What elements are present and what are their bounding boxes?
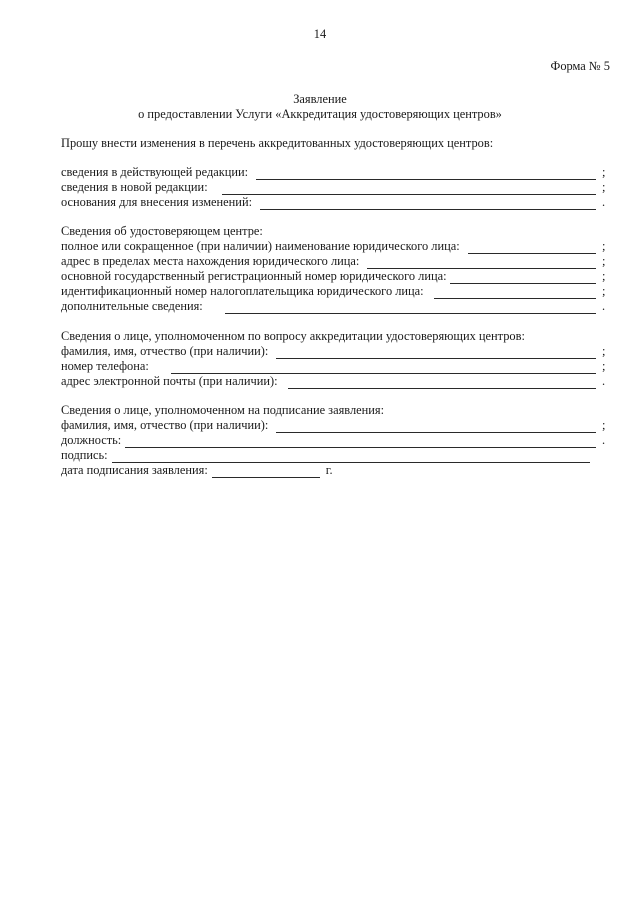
field-end: . [602,299,606,313]
field-end: ; [602,418,606,432]
field-label: подпись: [61,448,108,462]
page-number: 14 [313,27,327,41]
section-heading-signatory: Сведения о лице, уполномоченном на подписание заявления: [61,403,385,417]
field-label: идентификационный номер налогоплательщика юридического лица: [61,284,424,298]
field-end: . [602,433,606,447]
fill-line[interactable] [288,377,596,389]
field-label: должность: [61,433,122,447]
field-ogrn [61,269,608,284]
fill-line[interactable] [450,272,596,284]
field-contact-email [61,374,608,389]
field-legal-entity-name [61,239,608,254]
field-label: основания для внесения изменений: [61,195,253,209]
fill-line[interactable] [225,302,596,314]
field-label: сведения в действующей редакции: [61,165,249,179]
fill-line[interactable] [171,362,596,374]
section-heading-certification-center: Сведения об удостоверяющем центре: [61,224,263,238]
field-signatory-position [61,433,608,448]
field-contact-full-name [61,344,608,359]
field-end: ; [602,165,606,179]
field-additional-info [61,299,608,314]
fill-line[interactable] [125,436,596,448]
field-inn [61,284,608,299]
fill-line[interactable] [260,198,596,210]
field-end: ; [602,254,606,268]
field-end: ; [602,269,606,283]
field-current-edition [61,165,608,180]
field-legal-address [61,254,608,269]
field-label: адрес электронной почты (при наличии): [61,374,278,388]
field-label: полное или сокращенное (при наличии) наименование юридического лица: [61,239,460,253]
fill-line[interactable] [367,257,596,269]
field-end: . [602,195,606,209]
field-label: фамилия, имя, отчество (при наличии): [61,418,269,432]
form-label: Форма № 5 [550,59,610,73]
field-end: ; [602,284,606,298]
field-end: ; [602,359,606,373]
date-fill-line[interactable] [212,466,320,478]
field-label: сведения в новой редакции: [61,180,208,194]
field-signatory-full-name [61,418,608,433]
field-label: номер телефона: [61,359,149,373]
field-change-grounds [61,195,608,210]
fill-line[interactable] [256,168,596,180]
fill-line[interactable] [276,421,596,433]
field-label: основной государственный регистрационный номер юридического лица: [61,269,447,283]
field-signature [61,448,608,463]
fill-line[interactable] [468,242,596,254]
field-label: адрес в пределах места нахождения юридического лица: [61,254,360,268]
field-contact-phone [61,359,608,374]
field-new-edition [61,180,608,195]
document-subtitle: о предоставлении Услуги «Аккредитация удостоверяющих центров» [138,107,502,121]
field-end: ; [602,239,606,253]
field-end: ; [602,180,606,194]
field-end: . [602,374,606,388]
field-label: фамилия, имя, отчество (при наличии): [61,344,269,358]
field-label: дополнительные сведения: [61,299,203,313]
field-end: ; [602,344,606,358]
fill-line[interactable] [222,183,596,195]
request-text: Прошу внести изменения в перечень аккредитованных удостоверяющих центров: [61,136,494,150]
date-suffix: г. [325,463,333,477]
fill-line[interactable] [112,451,590,463]
fill-line[interactable] [276,347,596,359]
fill-line[interactable] [434,287,596,299]
document-title: Заявление [293,92,347,106]
section-heading-accreditation-contact: Сведения о лице, уполномоченном по вопросу аккредитации удостоверяющих центров: [61,329,525,343]
field-label: дата подписания заявления: [61,463,208,477]
field-signing-date [61,463,333,478]
